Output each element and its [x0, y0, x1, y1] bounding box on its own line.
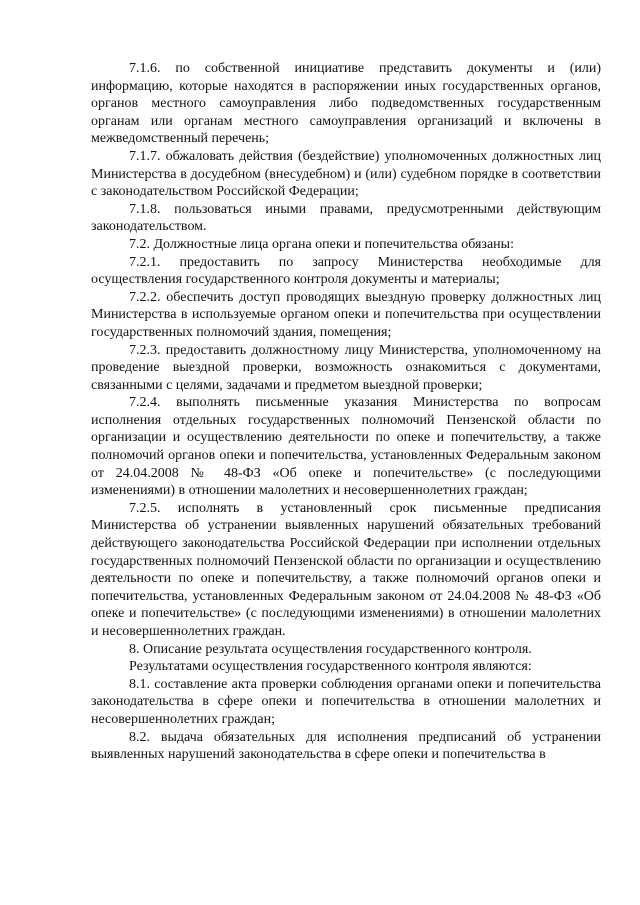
document-page: [91, 60, 601, 764]
paragraph-7-2-5: 7.2.5. исполнять в установленный срок письменные предписания Министерства об устранении выявленных нарушений обязательных требований действующего законодательства Российской Федерации при исполнении отдельных государственных полномочий Пензенской области по организации и осуществлению деятельности по опеке и попечительству, а также полномочий органов опеки и попечительства, установленных Федеральным законом от 24.04.2008 № 48-ФЗ «Об опеке и попечительстве» (с последующими изменениями) в отношении малолетних и несовершеннолетних граждан.: [91, 500, 601, 639]
paragraph-8-2: 8.2. выдача обязательных для исполнения предписаний об устранении выявленных нарушений законодательства в сфере опеки и попечительства в: [91, 729, 601, 763]
paragraph-7-2-3: 7.2.3. предоставить должностному лицу Министерства, уполномоченному на проведение выездной проверки, возможность ознакомиться с документами, связанными с целями, задачами и предметом выездной проверки;: [91, 342, 601, 393]
paragraph-7-2-2: 7.2.2. обеспечить доступ проводящих выездную проверку должностных лиц Министерства в используемые органом опеки и попечительства при осуществлении государственных полномочий здания, помещения;: [91, 289, 601, 340]
results-intro: Результатами осуществления государственного контроля являются:: [129, 659, 532, 675]
paragraph-7-1-6: 7.1.6. по собственной инициативе представить документы и (или) информацию, которые находятся в распоряжении иных государственных органов, органов местного самоуправления либо подведомственных государственным органам или органам местного самоуправления организаций и включены в межведомственный перечень;: [91, 61, 601, 147]
paragraph-7-2-4: 7.2.4. выполнять письменные указания Министерства по вопросам исполнения отдельных государственных полномочий Пензенской области по организации и осуществлению деятельности по опеке и попечительству, а также полномочий органов опеки и попечительства, установленных Федеральным законом от 24.04.2008 № 48-ФЗ «Об опеке и попечительстве» (с последующими изменениями) в отношении малолетних и несовершеннолетних граждан;: [91, 395, 601, 499]
paragraph-7-2: 7.2. Должностные лица органа опеки и попечительства обязаны:: [129, 236, 514, 252]
paragraph-7-2-1: 7.2.1. предоставить по запросу Министерства необходимые для осуществления государственного контроля документы и материалы;: [91, 254, 601, 288]
paragraph-8-1: 8.1. составление акта проверки соблюдения органами опеки и попечительства законодательства в сфере опеки и попечительства в отношении малолетних и несовершеннолетних граждан;: [91, 676, 601, 727]
paragraph-7-1-7: 7.1.7. обжаловать действия (бездействие) уполномоченных должностных лиц Министерства в досудебном (внесудебном) и (или) судебном порядке в соответствии с законодательством Российской Федерации;: [91, 148, 601, 200]
paragraph-7-1-8: 7.1.8. пользоваться иными правами, предусмотренными действующим законодательством.: [91, 201, 601, 235]
section-8-heading: 8. Описание результата осуществления государственного контроля.: [129, 641, 532, 657]
